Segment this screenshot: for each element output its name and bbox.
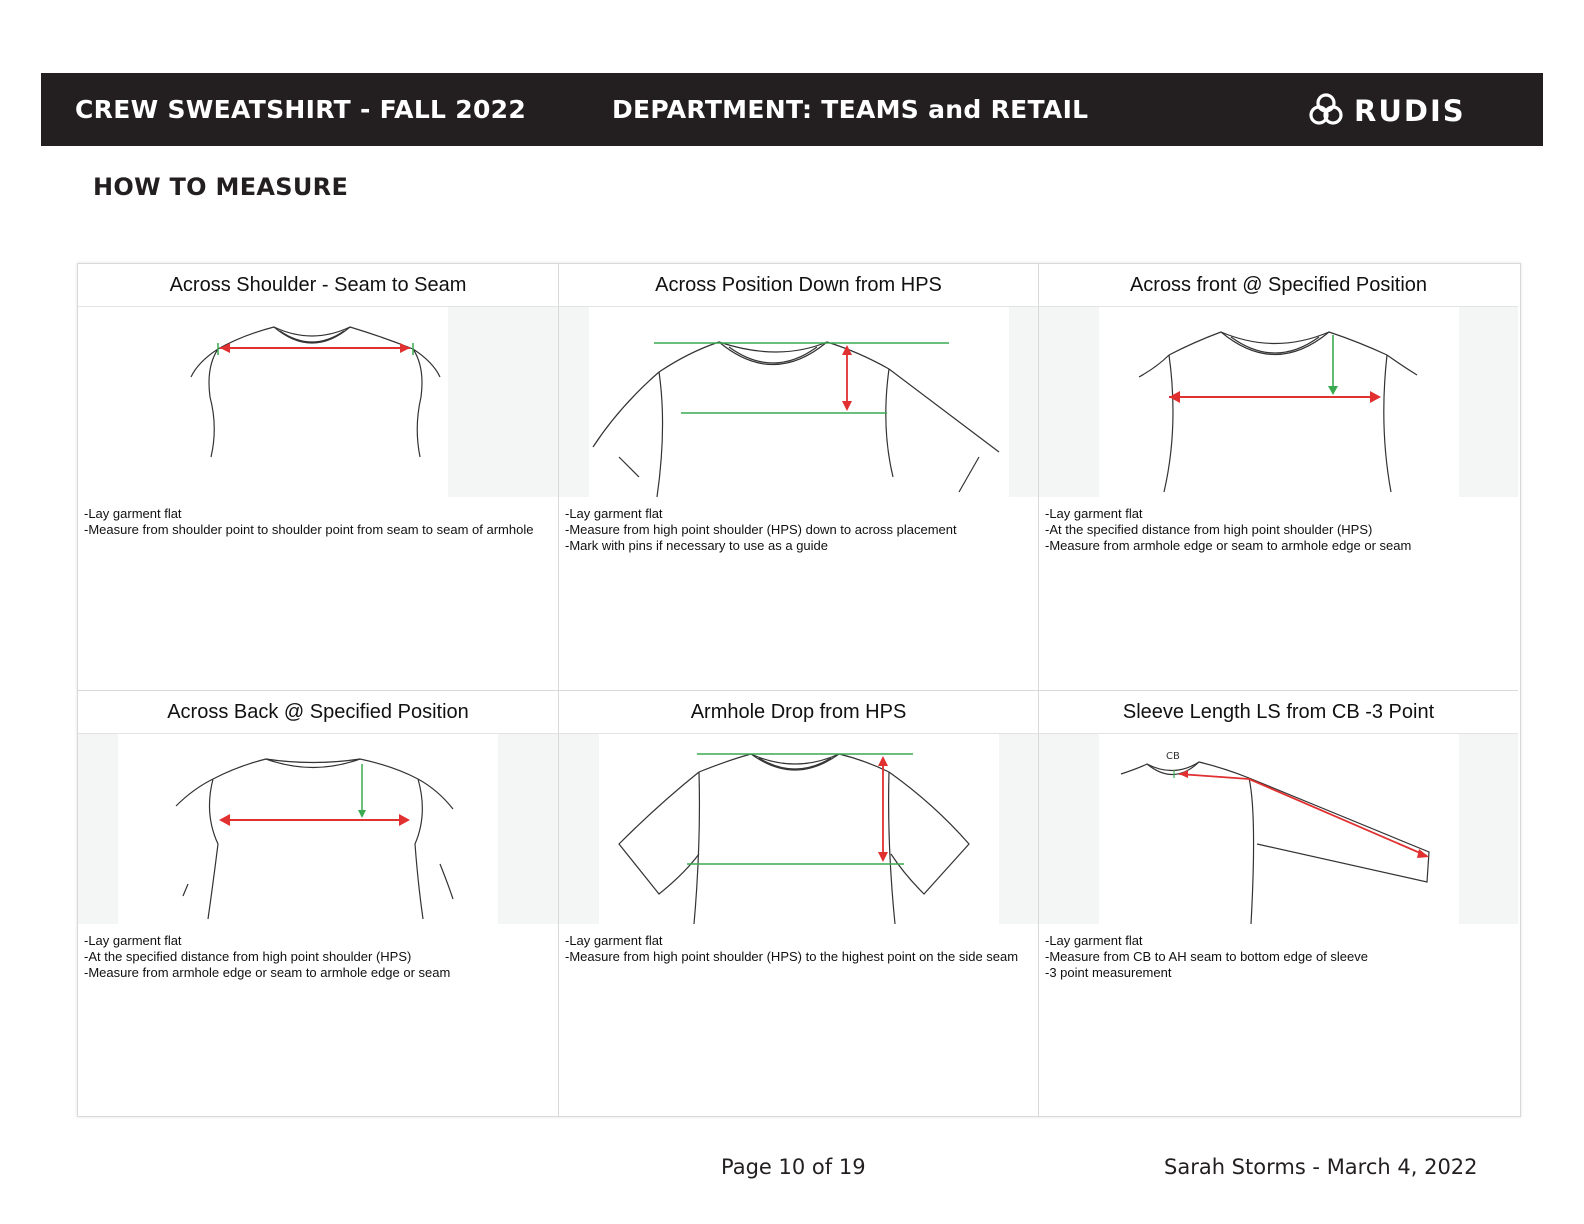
instruction-line: -Measure from CB to AH seam to bottom edge of sleeve (1045, 949, 1368, 964)
instruction-line: -Lay garment flat (1045, 933, 1143, 948)
svg-text:RUDIS: RUDIS (1354, 94, 1466, 128)
rudis-logo (1306, 91, 1486, 129)
instruction-line: -Measure from high point shoulder (HPS) down to across placement (565, 522, 957, 537)
measure-grid (77, 263, 1521, 1117)
author-date: Sarah Storms - March 4, 2022 (1164, 1155, 1478, 1179)
instruction-line: -Lay garment flat (1045, 506, 1143, 521)
armhole-drop-diagram (559, 734, 1038, 924)
card-title: Armhole Drop from HPS (559, 691, 1038, 734)
card-instructions (84, 933, 542, 981)
across-position-diagram (559, 307, 1038, 497)
card-instructions (565, 506, 1023, 554)
card-title: Sleeve Length LS from CB -3 Point (1039, 691, 1518, 734)
instruction-line: -Measure from high point shoulder (HPS) to the highest point on the side seam (565, 949, 1019, 964)
doc-title: CREW SWEATSHIRT - FALL 2022 (75, 95, 527, 124)
card-title: Across Back @ Specified Position (78, 691, 558, 734)
cb-label: CB (1166, 751, 1180, 762)
instruction-line: -Measure from shoulder point to shoulder point from seam to seam of armhole (84, 522, 534, 537)
department-label: DEPARTMENT: TEAMS and RETAIL (612, 95, 1089, 124)
across-shoulder-diagram (78, 307, 558, 497)
sleeve-length-diagram (1039, 734, 1518, 924)
card-instructions (84, 506, 542, 538)
page-number: Page 10 of 19 (721, 1155, 866, 1179)
instruction-line: -Measure from armhole edge or seam to armhole edge or seam (1045, 538, 1412, 553)
measure-card-across-front (1038, 264, 1518, 690)
instruction-line: -At the specified distance from high point shoulder (HPS) (1045, 522, 1373, 537)
section-title: HOW TO MEASURE (93, 173, 349, 201)
card-title: Across Position Down from HPS (559, 264, 1038, 307)
card-instructions (565, 933, 1023, 965)
across-front-diagram (1039, 307, 1518, 497)
card-title: Across Shoulder - Seam to Seam (78, 264, 558, 307)
measure-card-armhole-drop (558, 690, 1038, 1116)
measure-card-across-position (558, 264, 1038, 690)
measure-card-sleeve-length (1038, 690, 1518, 1116)
instruction-line: -3 point measurement (1045, 965, 1172, 980)
measure-card-across-back (78, 690, 558, 1116)
card-title: Across front @ Specified Position (1039, 264, 1518, 307)
instruction-line: -Mark with pins if necessary to use as a guide (565, 538, 829, 553)
card-instructions (1045, 933, 1503, 981)
measure-card-across-shoulder (78, 264, 558, 690)
instruction-line: -Lay garment flat (565, 933, 663, 948)
instruction-line: -At the specified distance from high point shoulder (HPS) (84, 949, 412, 964)
header-bar (41, 73, 1543, 146)
instruction-line: -Lay garment flat (84, 933, 182, 948)
instruction-line: -Lay garment flat (84, 506, 182, 521)
instruction-line: -Measure from armhole edge or seam to armhole edge or seam (84, 965, 451, 980)
across-back-diagram (78, 734, 558, 924)
instruction-line: -Lay garment flat (565, 506, 663, 521)
card-instructions (1045, 506, 1503, 554)
